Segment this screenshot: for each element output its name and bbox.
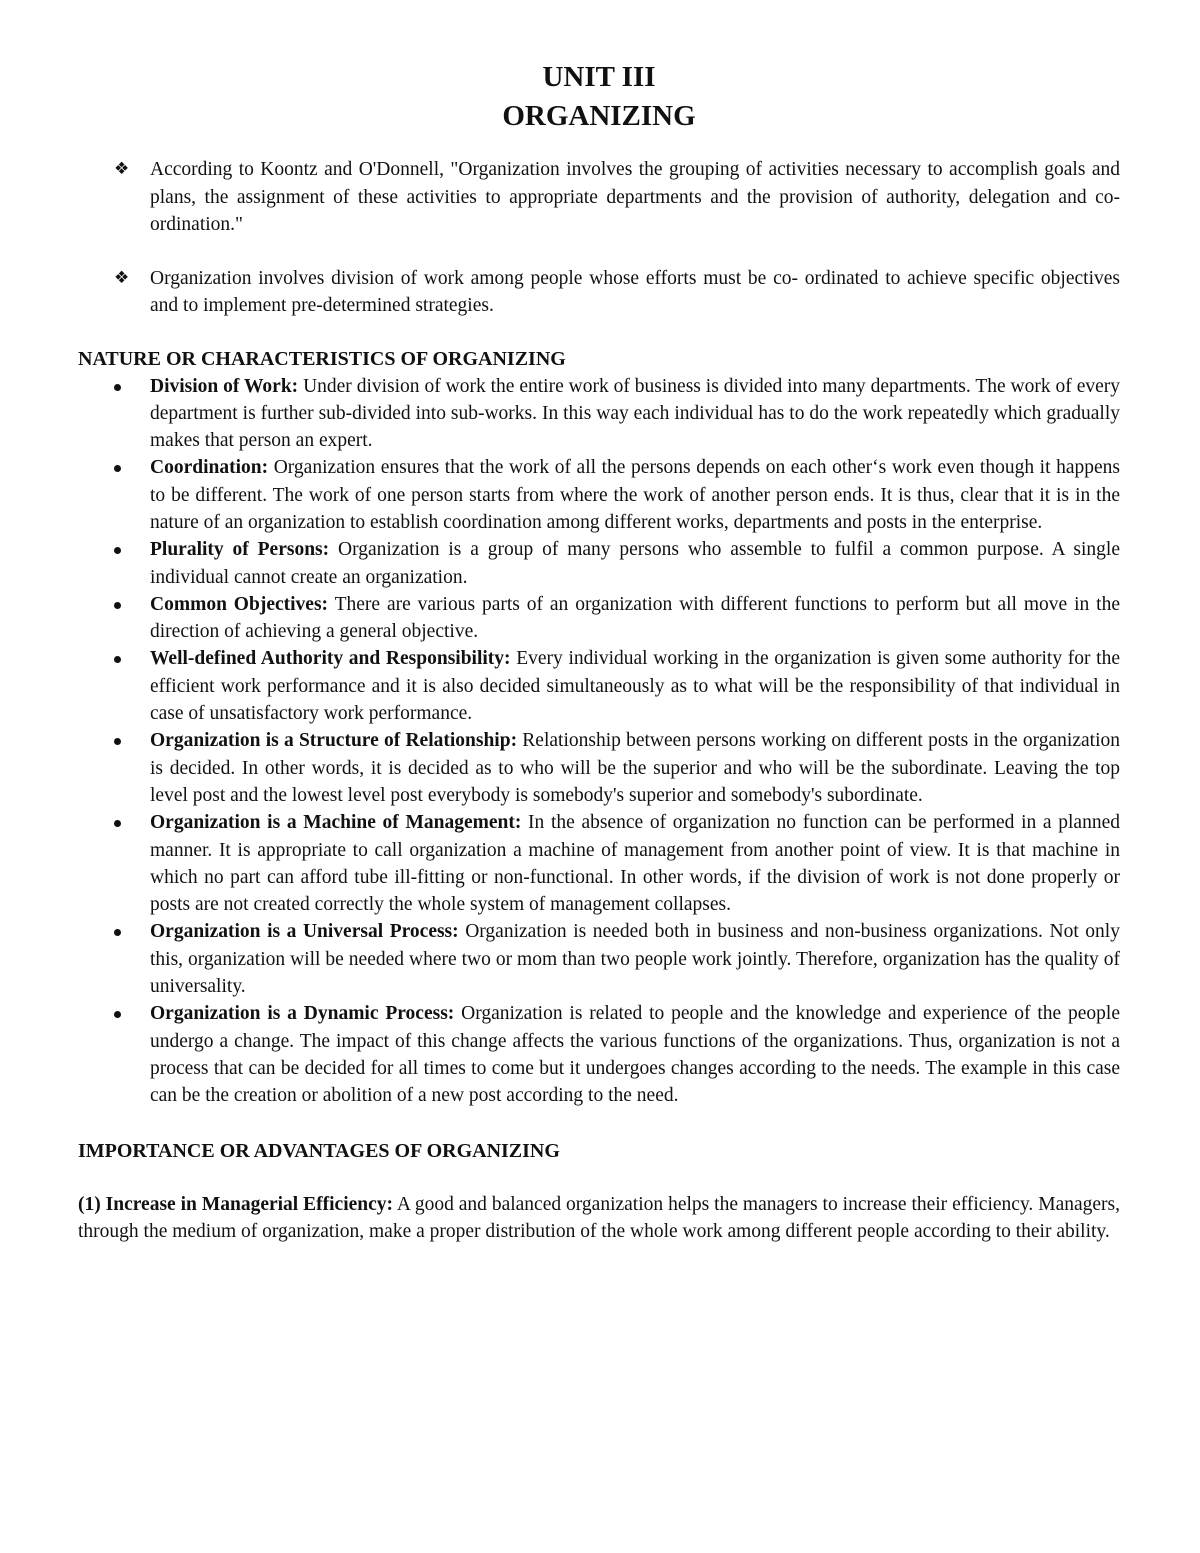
item-term: Organization is a Dynamic Process: xyxy=(150,1003,455,1025)
item-text: Relationship between persons working on different posts in the organization is decided. In other words, it is decided as to who will be the superior and who will be the subordinate. Leaving the top level post and the lowest level post everybody is somebody's superior and somebody's subordinate. xyxy=(150,730,1120,806)
list-item xyxy=(78,809,1120,918)
bullet-icon xyxy=(114,465,121,472)
diamond-bullet-icon: ❖ xyxy=(114,267,130,288)
list-item xyxy=(78,591,1120,646)
item-term: Division of Work: xyxy=(150,375,299,397)
item-text: In the absence of organization no function can be performed in a planned manner. It is appropriate to call organization a machine of management from another point of view. It is that machine in which no part can afford tube ill-fitting or non-functional. In other words, if the division of work is not done properly or posts are not created correctly the whole system of management collapses. xyxy=(150,812,1120,916)
paragraph-term: (1) Increase in Managerial Efficiency: xyxy=(78,1193,394,1215)
bullet-icon xyxy=(114,656,121,663)
list-item xyxy=(78,727,1120,809)
paragraph-text: A good and balanced organization helps the managers to increase their efficiency. Managers, through the medium of organization, make a proper distribution of the whole work among different people according to their ability. xyxy=(78,1193,1120,1243)
item-term: Common Objectives: xyxy=(150,593,329,615)
intro-text: Organization involves division of work among people whose efforts must be co- ordinated to achieve specific objectives and to implement pre-determined strategies. xyxy=(150,267,1120,316)
section-heading-nature: NATURE OR CHARACTERISTICS OF ORGANIZING xyxy=(78,347,566,370)
unit-label: UNIT III xyxy=(542,61,656,93)
page-title xyxy=(78,58,1120,136)
importance-paragraph xyxy=(78,1191,1120,1246)
bullet-icon xyxy=(114,738,121,745)
list-item xyxy=(78,918,1120,1000)
intro-item xyxy=(78,265,1120,320)
bullet-icon xyxy=(114,602,121,609)
intro-item xyxy=(78,156,1120,239)
bullet-icon xyxy=(114,1011,121,1018)
item-text: Every individual working in the organization is given some authority for the efficient work performance and it is also decided simultaneously as to what will be the responsibility of that individual in case of unsatisfactory work performance. xyxy=(150,648,1121,725)
item-text: Organization is needed both in business and non-business organizations. Not only this, organization will be needed where two or mom than two people work jointly. Therefore, organization has the quality of universality. xyxy=(150,921,1120,998)
list-item xyxy=(78,1000,1120,1109)
item-text: Under division of work the entire work of business is divided into many departments. The work of every department is further sub-divided into sub-works. In this way each individual has to do the work repeatedly which gradually makes that person an expert. xyxy=(150,375,1120,452)
bullet-icon xyxy=(114,929,121,936)
section-heading-importance: IMPORTANCE OR ADVANTAGES OF ORGANIZING xyxy=(78,1139,560,1162)
bullet-icon xyxy=(114,547,121,554)
topic-label: ORGANIZING xyxy=(502,100,696,132)
list-item xyxy=(78,645,1120,727)
diamond-bullet-icon: ❖ xyxy=(114,159,130,179)
intro-text: According to Koontz and O'Donnell, "Organization involves the grouping of activities necessary to accomplish goals and plans, the assignment of these activities to appropriate departments and the provision of authority, delegation and co-ordination." xyxy=(150,159,1120,235)
item-term: Organization is a Structure of Relationship: xyxy=(150,730,518,752)
list-item xyxy=(78,454,1120,536)
intro-list xyxy=(78,156,1120,320)
item-text: Organization is related to people and the knowledge and experience of the people undergo a change. The impact of this change affects the various functions of the organizations. Thus, organization is not a process that can be decided for all times to come but it undergoes changes according to the needs. The example in this case can be the creation or abolition of a new post according to the need. xyxy=(150,1003,1120,1107)
item-text: There are various parts of an organization with different functions to perform but all move in the direction of achieving a general objective. xyxy=(150,593,1120,643)
characteristics-list xyxy=(78,373,1120,1110)
bullet-icon xyxy=(114,820,121,827)
item-text: Organization is a group of many persons who assemble to fulfil a common purpose. A single individual cannot create an organization. xyxy=(150,539,1121,588)
list-item xyxy=(78,373,1120,455)
list-item xyxy=(78,536,1120,591)
bullet-icon xyxy=(114,384,121,391)
item-text: Organization ensures that the work of all the persons depends on each other‘s work even though it happens to be different. The work of one person starts from where the work of another person ends. It is thus, clear that it is in the nature of an organization to establish coordination among different works, departments and posts in the enterprise. xyxy=(150,457,1120,533)
item-term: Plurality of Persons: xyxy=(150,539,330,561)
item-term: Organization is a Universal Process: xyxy=(150,921,459,943)
item-term: Well-defined Authority and Responsibility: xyxy=(150,648,511,670)
item-term: Coordination: xyxy=(150,457,269,479)
item-term: Organization is a Machine of Management: xyxy=(150,812,522,834)
